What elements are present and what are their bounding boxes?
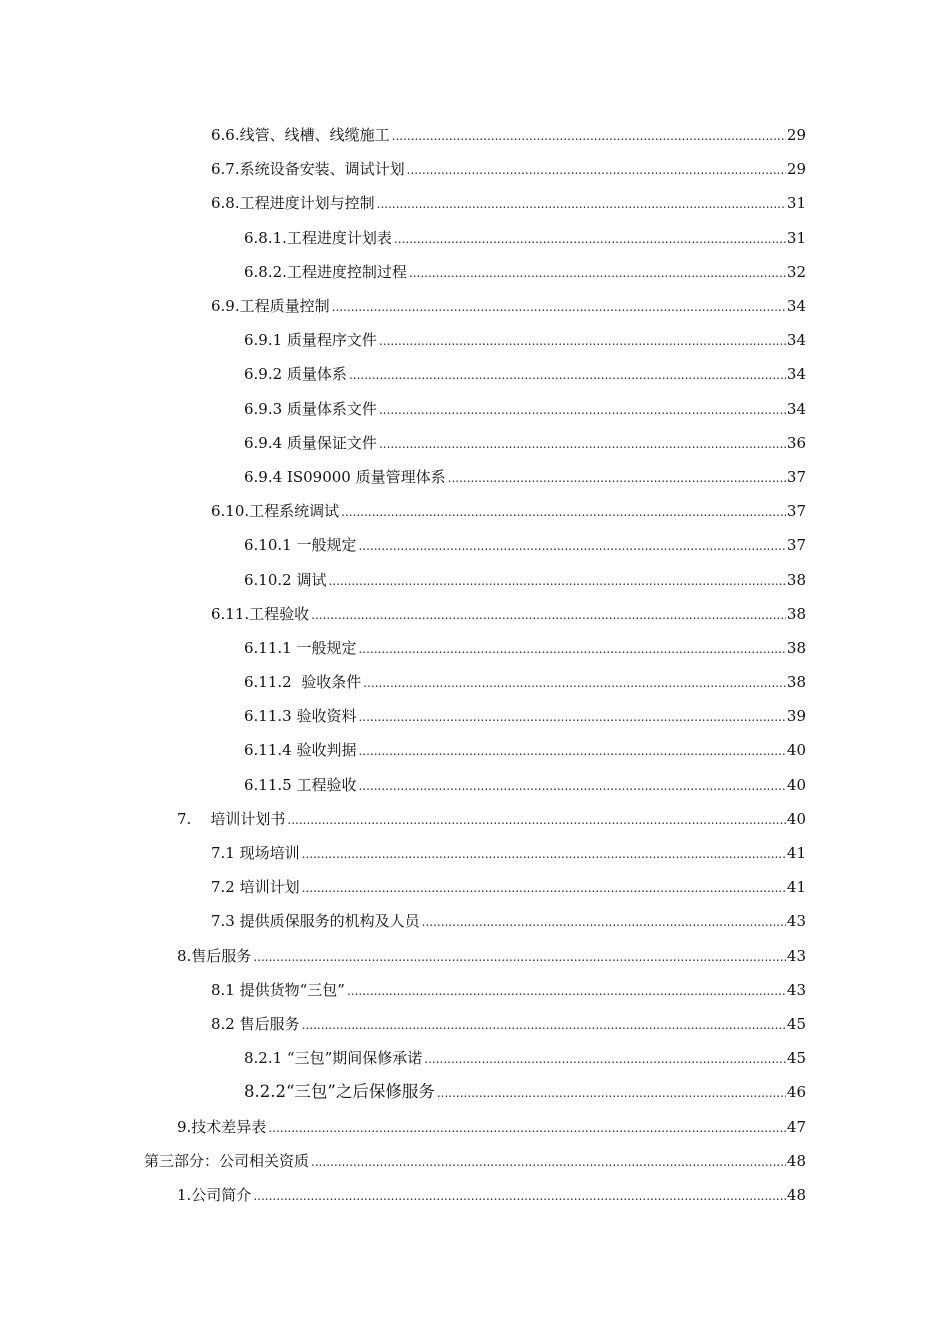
toc-entry[interactable] <box>0 699 950 733</box>
toc-page-number: 38 <box>786 604 806 623</box>
toc-page-number: 37 <box>786 536 806 555</box>
toc-dot-leader <box>358 706 785 726</box>
toc-dot-leader <box>358 638 785 658</box>
toc-entry[interactable] <box>0 426 950 460</box>
toc-dot-leader <box>268 1117 786 1137</box>
table-of-contents <box>0 118 950 1212</box>
toc-page-number: 31 <box>786 194 806 213</box>
toc-dot-leader <box>311 1151 786 1171</box>
toc-entry[interactable] <box>0 597 950 631</box>
toc-page-number: 45 <box>786 1049 806 1068</box>
toc-dot-leader <box>349 364 786 384</box>
toc-page-number: 41 <box>786 844 806 863</box>
toc-entry-title: 6.9.2 质量体系 <box>244 365 347 384</box>
toc-page-number: 47 <box>786 1117 806 1136</box>
toc-page-number: 48 <box>786 1151 806 1170</box>
toc-entry-title: 7. 培训计划书 <box>177 809 286 828</box>
toc-entry-title: 6.9.4 IS09000 质量管理体系 <box>244 467 446 486</box>
toc-page-number: 34 <box>786 399 806 418</box>
toc-entry[interactable] <box>0 1007 950 1041</box>
toc-dot-leader <box>358 740 785 760</box>
toc-entry-title: 8.2.1 “三包”期间保修承诺 <box>244 1049 423 1068</box>
toc-entry-title: 7.3 提供质保服务的机构及人员 <box>211 912 420 931</box>
toc-entry-title: 9.技术差异表 <box>177 1117 267 1136</box>
toc-page-number: 38 <box>786 570 806 589</box>
toc-page-number: 41 <box>786 878 806 897</box>
toc-entry[interactable] <box>0 1144 950 1178</box>
toc-entry-title: 6.11.4 验收判据 <box>244 741 357 760</box>
toc-entry-title: 6.11.工程验收 <box>211 604 310 623</box>
toc-entry-title: 1.公司简介 <box>177 1185 252 1204</box>
toc-entry[interactable] <box>0 186 950 220</box>
toc-entry[interactable] <box>0 323 950 357</box>
toc-entry-title: 6.11.5 工程验收 <box>244 775 357 794</box>
toc-entry[interactable] <box>0 357 950 391</box>
toc-entry-title: 6.9.4 质量保证文件 <box>244 433 377 452</box>
toc-entry-title: 8.1 提供货物“三包” <box>211 980 345 999</box>
toc-entry-title: 6.7.系统设备安装、调试计划 <box>211 160 405 179</box>
toc-dot-leader <box>347 980 786 1000</box>
toc-dot-leader <box>377 193 786 213</box>
toc-entry-title: 7.2 培训计划 <box>211 878 300 897</box>
toc-page-number: 40 <box>786 741 806 760</box>
toc-entry[interactable] <box>0 768 950 802</box>
toc-entry-title: 6.9.1 质量程序文件 <box>244 331 377 350</box>
toc-entry-title: 6.11.1 一般规定 <box>244 638 357 657</box>
toc-dot-leader <box>253 946 786 966</box>
toc-entry[interactable] <box>0 152 950 186</box>
toc-entry[interactable] <box>0 973 950 1007</box>
toc-dot-leader <box>407 159 786 179</box>
toc-page-number: 38 <box>786 673 806 692</box>
toc-page-number: 29 <box>786 126 806 145</box>
toc-page-number: 36 <box>786 433 806 452</box>
toc-entry-title: 8.售后服务 <box>177 946 252 965</box>
toc-entry[interactable] <box>0 118 950 152</box>
toc-dot-leader <box>358 535 785 555</box>
toc-page-number: 43 <box>786 980 806 999</box>
toc-entry-title: 第三部分：公司相关资质 <box>144 1151 310 1170</box>
toc-entry-title: 6.6.线管、线槽、线缆施工 <box>211 126 390 145</box>
toc-entry-title: 6.10.1 一般规定 <box>244 536 357 555</box>
toc-entry[interactable] <box>0 289 950 323</box>
toc-entry[interactable] <box>0 562 950 596</box>
toc-entry[interactable] <box>0 494 950 528</box>
toc-entry-title: 6.11.2 验收条件 <box>244 673 362 692</box>
toc-page-number: 32 <box>786 262 806 281</box>
toc-entry-title: 6.8.2.工程进度控制过程 <box>244 262 407 281</box>
toc-page-number: 48 <box>786 1185 806 1204</box>
toc-entry-title: 7.1 现场培训 <box>211 844 300 863</box>
toc-entry-title: 6.11.3 验收资料 <box>244 707 357 726</box>
toc-dot-leader <box>394 228 786 248</box>
toc-dot-leader <box>379 399 786 419</box>
toc-entry[interactable] <box>0 631 950 665</box>
toc-page-number: 45 <box>786 1014 806 1033</box>
toc-dot-leader <box>379 330 786 350</box>
toc-dot-leader <box>332 296 786 316</box>
toc-page-number: 34 <box>786 331 806 350</box>
toc-entry-title: 6.8.1.工程进度计划表 <box>244 228 392 247</box>
toc-entry[interactable] <box>0 460 950 494</box>
toc-dot-leader <box>302 843 786 863</box>
toc-page-number: 46 <box>786 1083 806 1102</box>
toc-entry-title: 6.10.工程系统调试 <box>211 502 340 521</box>
toc-entry-title: 8.2.2“三包”之后保修服务 <box>244 1082 435 1102</box>
toc-dot-leader <box>341 501 786 521</box>
toc-entry-title: 6.10.2 调试 <box>244 570 327 589</box>
toc-entry[interactable] <box>0 392 950 426</box>
toc-dot-leader <box>311 604 786 624</box>
toc-entry[interactable] <box>0 904 950 938</box>
toc-page-number: 43 <box>786 946 806 965</box>
toc-entry[interactable] <box>0 802 950 836</box>
toc-page-number: 34 <box>786 297 806 316</box>
toc-entry[interactable] <box>0 836 950 870</box>
toc-entry-title: 6.9.3 质量体系文件 <box>244 399 377 418</box>
toc-entry[interactable] <box>0 1109 950 1143</box>
toc-page-number: 37 <box>786 467 806 486</box>
toc-entry[interactable] <box>0 870 950 904</box>
toc-dot-leader <box>437 1082 786 1102</box>
toc-dot-leader <box>424 1048 786 1068</box>
toc-dot-leader <box>422 911 786 931</box>
toc-dot-leader <box>409 262 786 282</box>
toc-page-number: 38 <box>786 638 806 657</box>
toc-entry-title: 6.8.工程进度计划与控制 <box>211 194 375 213</box>
toc-page-number: 39 <box>786 707 806 726</box>
toc-entry-title: 8.2 售后服务 <box>211 1014 300 1033</box>
toc-page-number: 29 <box>786 160 806 179</box>
toc-dot-leader <box>302 877 786 897</box>
toc-dot-leader <box>287 809 786 829</box>
toc-dot-leader <box>363 672 786 692</box>
toc-page-number: 34 <box>786 365 806 384</box>
toc-entry[interactable] <box>0 1041 950 1075</box>
toc-dot-leader <box>328 570 785 590</box>
toc-entry[interactable] <box>0 1178 950 1212</box>
toc-entry[interactable] <box>0 733 950 767</box>
toc-page-number: 31 <box>786 228 806 247</box>
toc-entry[interactable] <box>0 939 950 973</box>
toc-entry[interactable] <box>0 221 950 255</box>
toc-entry[interactable] <box>0 255 950 289</box>
toc-dot-leader <box>302 1014 786 1034</box>
toc-entry-title: 6.9.工程质量控制 <box>211 297 330 316</box>
toc-page-number: 40 <box>786 775 806 794</box>
toc-dot-leader <box>253 1185 786 1205</box>
toc-entry[interactable] <box>0 665 950 699</box>
toc-entry[interactable] <box>0 1075 950 1109</box>
toc-entry[interactable] <box>0 528 950 562</box>
toc-dot-leader <box>379 433 786 453</box>
toc-page-number: 37 <box>786 502 806 521</box>
toc-dot-leader <box>392 125 786 145</box>
toc-dot-leader <box>448 467 786 487</box>
toc-page-number: 43 <box>786 912 806 931</box>
toc-page-number: 40 <box>786 809 806 828</box>
toc-dot-leader <box>358 775 785 795</box>
